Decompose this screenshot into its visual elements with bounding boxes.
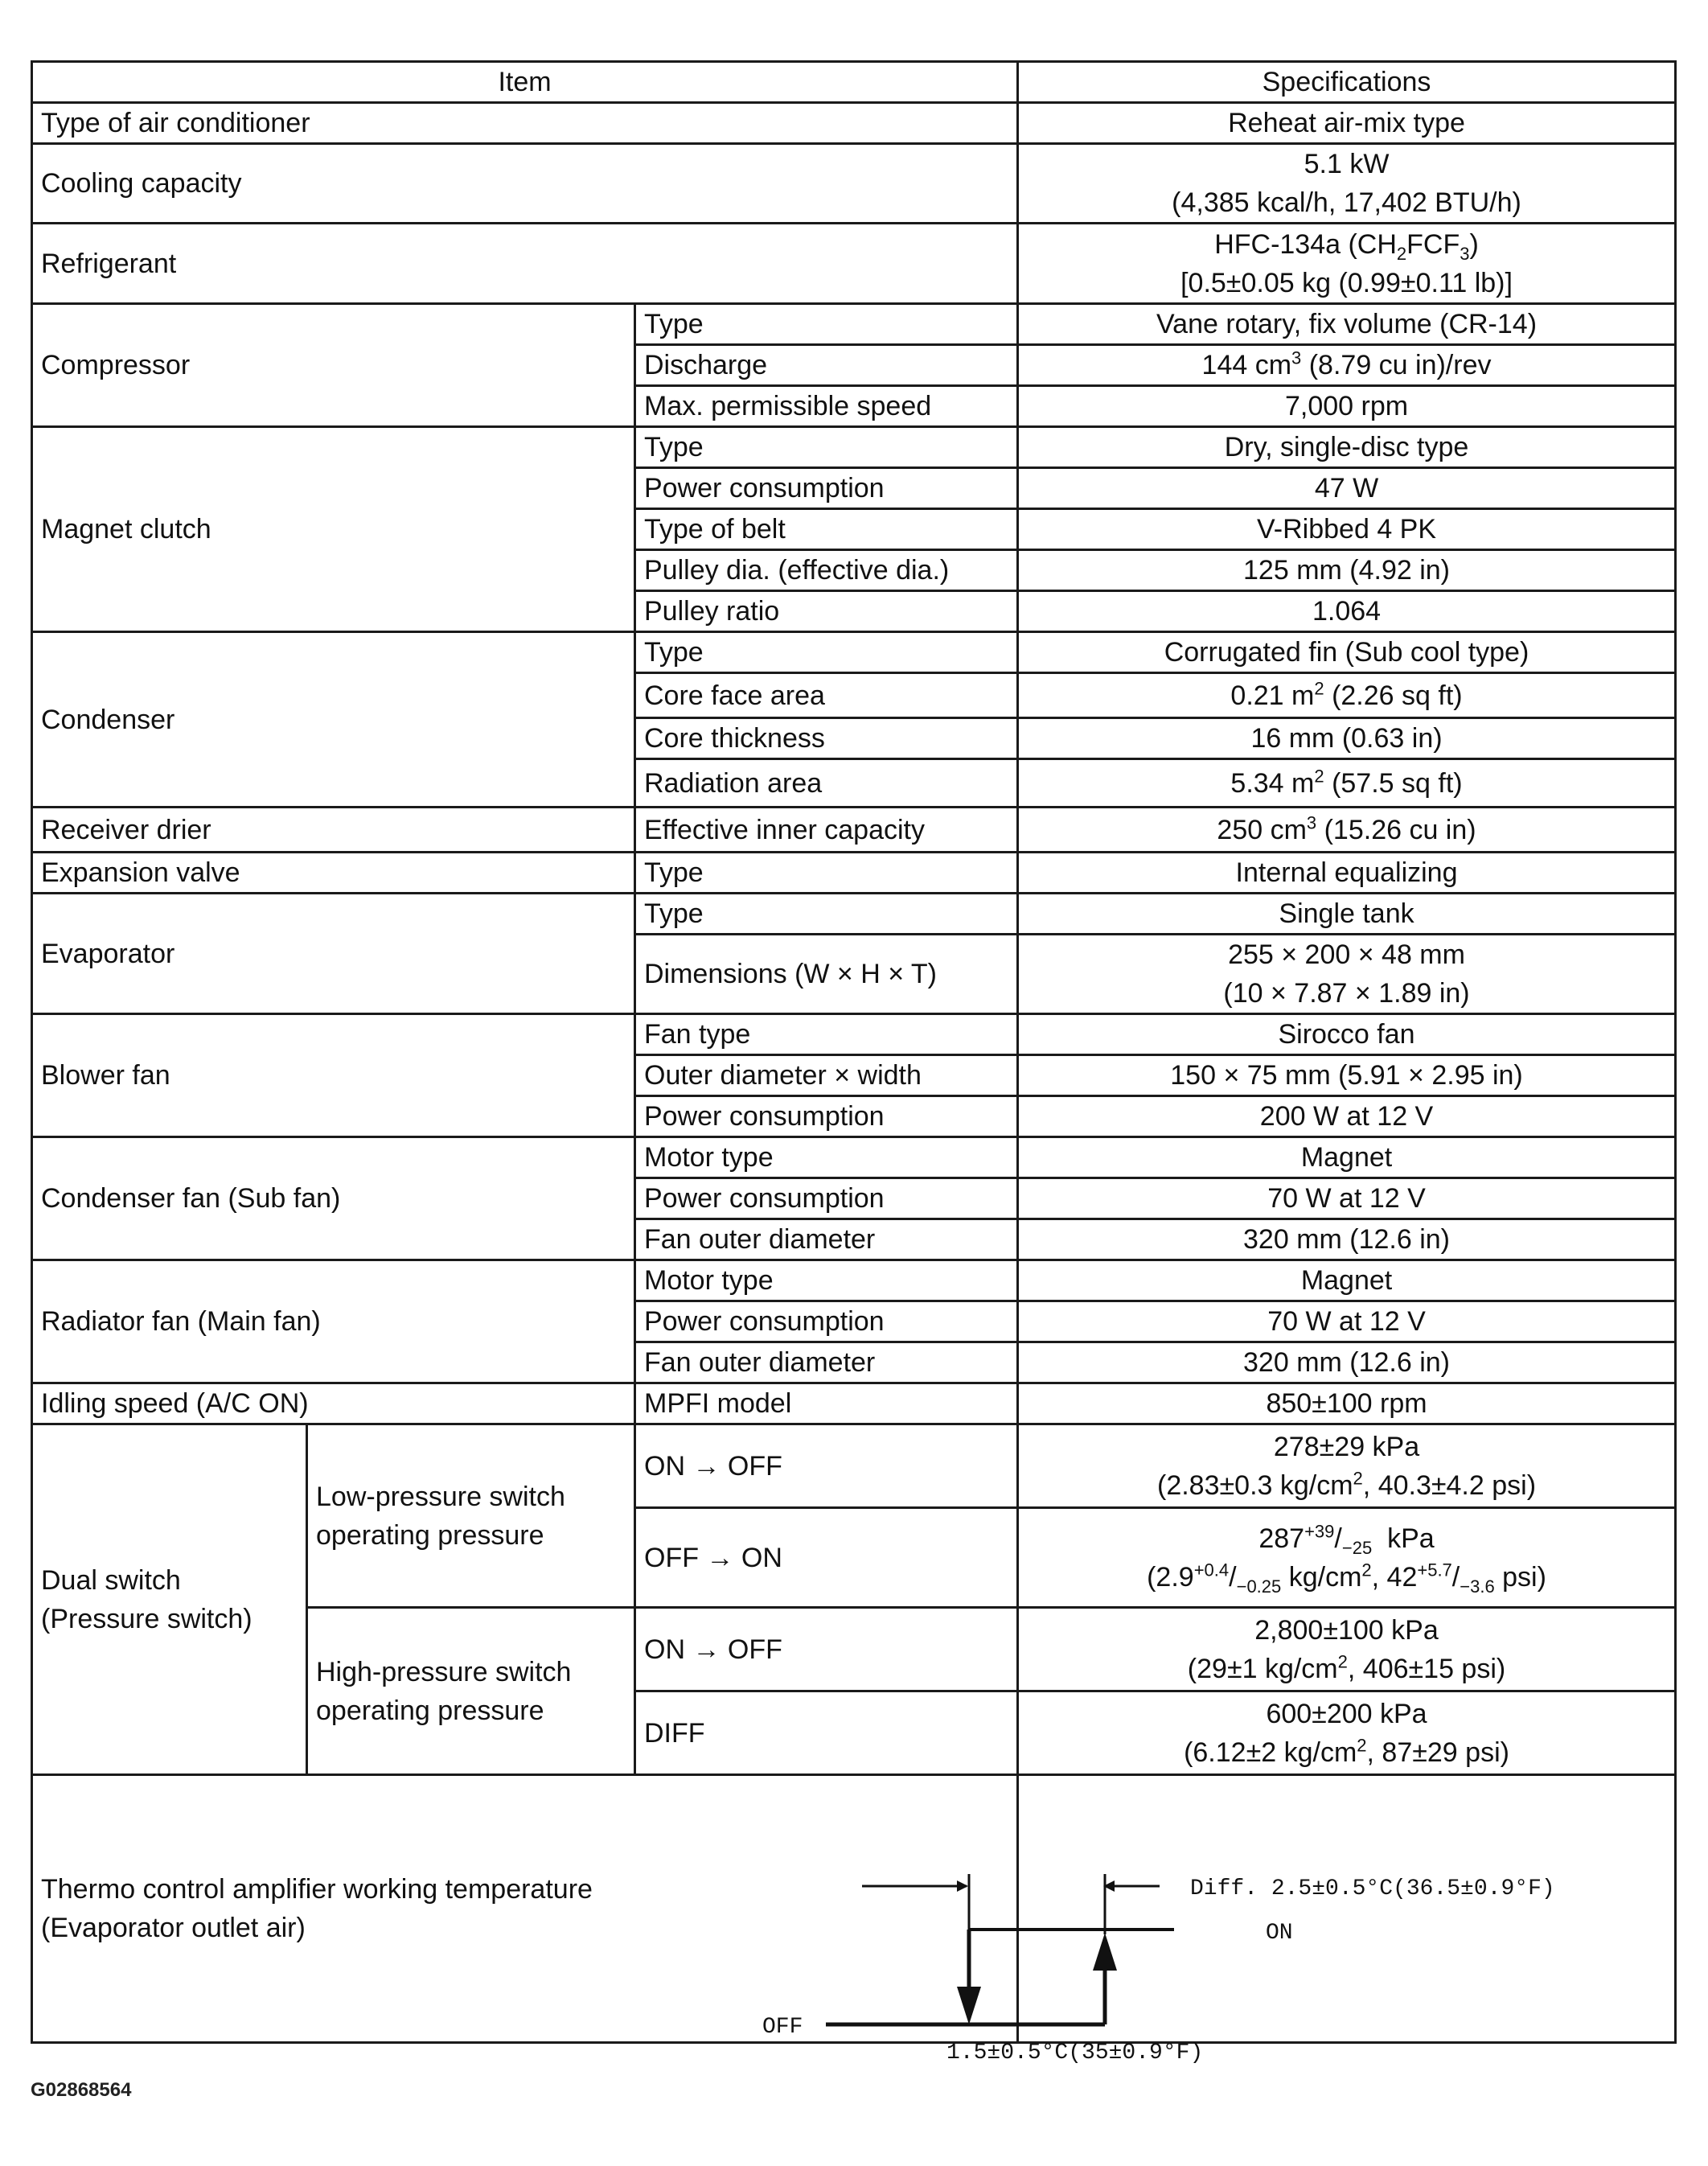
row-spec-value: 125 mm (4.92 in) — [1018, 550, 1676, 591]
text-part: (2.9 — [1147, 1561, 1194, 1593]
spec-line — [1027, 1558, 1666, 1597]
row-spec-value: 200 W at 12 V — [1018, 1096, 1676, 1137]
row-spec-value: Vane rotary, fix volume (CR-14) — [1018, 304, 1676, 345]
item-line: operating pressure — [316, 1695, 544, 1726]
text-part: , 87±29 psi) — [1366, 1736, 1509, 1768]
sub-item-label: Type — [635, 853, 1018, 894]
row-spec-value — [1018, 935, 1676, 1014]
text-part: ) — [1469, 228, 1479, 260]
text-part: (6.12±2 kg/cm — [1184, 1736, 1357, 1768]
thermo-hysteresis-diagram — [637, 1798, 1673, 2063]
row-item-label: Condenser — [32, 632, 635, 808]
sub-item-label: MPFI model — [635, 1383, 1018, 1424]
item-line: Low-pressure switch — [316, 1481, 565, 1512]
text-part: (8.79 cu in)/rev — [1301, 350, 1492, 380]
sub-group-label — [307, 1424, 635, 1608]
row-spec-value: Magnet — [1018, 1260, 1676, 1301]
text-part: / — [1334, 1523, 1342, 1554]
row-item-label: Refrigerant — [32, 224, 1018, 304]
superscript: 2 — [1337, 1651, 1348, 1672]
spec-line: 278±29 kPa — [1273, 1431, 1420, 1462]
header-specifications: Specifications — [1018, 62, 1676, 103]
superscript: 2 — [1314, 678, 1324, 699]
spec-line — [1027, 1650, 1666, 1688]
sub-item-label: Discharge — [635, 345, 1018, 386]
sub-item-label: Type — [635, 894, 1018, 935]
subscript: −0.25 — [1236, 1576, 1282, 1597]
sub-item-label: OFF → ON — [635, 1508, 1018, 1608]
item-line: High-pressure switch — [316, 1656, 572, 1687]
item-line: operating pressure — [316, 1519, 544, 1551]
row-item-label: Condenser fan (Sub fan) — [32, 1137, 635, 1260]
table-row — [32, 427, 1676, 468]
spec-line — [1027, 1733, 1666, 1772]
table-row — [32, 1383, 1676, 1424]
row-spec-value: 70 W at 12 V — [1018, 1301, 1676, 1342]
row-spec-value: 70 W at 12 V — [1018, 1178, 1676, 1219]
row-item-label: Receiver drier — [32, 808, 635, 853]
sub-item-label: Power consumption — [635, 1096, 1018, 1137]
row-spec-value: 850±100 rpm — [1018, 1383, 1676, 1424]
row-item-label: Expansion valve — [32, 853, 635, 894]
table-row — [32, 103, 1676, 144]
table-row — [32, 1137, 1676, 1178]
text-part: 287 — [1258, 1523, 1305, 1554]
sub-item-label: ON → OFF — [635, 1608, 1018, 1691]
table-row — [32, 1424, 1676, 1508]
row-spec-value: Internal equalizing — [1018, 853, 1676, 894]
sub-item-label: Pulley ratio — [635, 591, 1018, 632]
row-spec-value — [1018, 224, 1676, 304]
superscript: 2 — [1314, 766, 1324, 787]
row-item-label: Cooling capacity — [32, 144, 1018, 224]
superscript: 3 — [1306, 812, 1317, 833]
sub-item-label: Power consumption — [635, 468, 1018, 509]
text-part: 144 cm — [1201, 350, 1292, 380]
sub-item-label: Core face area — [635, 673, 1018, 718]
sub-item-label: Power consumption — [635, 1178, 1018, 1219]
row-spec-value — [1018, 345, 1676, 386]
text-part: , 40.3±4.2 psi) — [1362, 1469, 1537, 1501]
row-item-label — [32, 1424, 307, 1775]
text-part: , 406±15 psi) — [1347, 1653, 1506, 1684]
row-spec-value: Corrugated fin (Sub cool type) — [1018, 632, 1676, 673]
row-item-label: Compressor — [32, 304, 635, 427]
superscript: +39 — [1304, 1521, 1335, 1542]
temperature-label: 1.5±0.5°C(35±0.9°F) — [946, 2041, 1204, 2063]
sub-item-label: Type of belt — [635, 509, 1018, 550]
table-row — [32, 808, 1676, 853]
row-item-label: Idling speed (A/C ON) — [32, 1383, 635, 1424]
row-spec-value — [1018, 1608, 1676, 1691]
text-part: / — [1451, 1561, 1460, 1593]
sub-item-label: Power consumption — [635, 1301, 1018, 1342]
table-row — [32, 1260, 1676, 1301]
spec-line: 2,800±100 kPa — [1254, 1614, 1439, 1646]
row-spec-value: 1.064 — [1018, 591, 1676, 632]
text-part: 250 cm — [1217, 814, 1307, 845]
sub-item-label: Radiation area — [635, 759, 1018, 808]
row-spec-value — [1018, 808, 1676, 853]
sub-item-label: Type — [635, 632, 1018, 673]
superscript: +0.4 — [1193, 1560, 1230, 1580]
sub-item-label: Effective inner capacity — [635, 808, 1018, 853]
spec-line: 5.1 kW — [1304, 149, 1390, 179]
row-spec-value — [1018, 1424, 1676, 1508]
text-part: kg/cm — [1281, 1561, 1362, 1593]
row-spec-value — [1018, 1508, 1676, 1608]
table-row — [32, 224, 1676, 304]
row-spec-value: 16 mm (0.63 in) — [1018, 718, 1676, 759]
row-item-label: Evaporator — [32, 894, 635, 1014]
text-part: FCF — [1406, 228, 1460, 260]
row-spec-value — [1018, 144, 1676, 224]
row-spec-value: 320 mm (12.6 in) — [1018, 1219, 1676, 1260]
row-spec-value: 47 W — [1018, 468, 1676, 509]
row-spec-value: 150 × 75 mm (5.91 × 2.95 in) — [1018, 1055, 1676, 1096]
diff-label: Diff. 2.5±0.5°C(36.5±0.9°F) — [1190, 1876, 1555, 1901]
spec-line: (10 × 7.87 × 1.89 in) — [1223, 978, 1470, 1009]
sub-item-label: Fan outer diameter — [635, 1342, 1018, 1383]
superscript: 2 — [1361, 1560, 1372, 1580]
text-part: , 42 — [1371, 1561, 1418, 1593]
table-row — [32, 853, 1676, 894]
row-spec-value: V-Ribbed 4 PK — [1018, 509, 1676, 550]
item-line: Thermo control amplifier working temperature — [41, 1874, 593, 1905]
spec-line: 600±200 kPa — [1266, 1698, 1427, 1729]
specifications-table — [31, 60, 1677, 2044]
row-spec-value: Magnet — [1018, 1137, 1676, 1178]
sub-item-label: Motor type — [635, 1137, 1018, 1178]
on-label: ON — [1266, 1921, 1293, 1946]
text-part: HFC-134a (CH — [1214, 228, 1397, 260]
text-part: (2.83±0.3 kg/cm — [1157, 1469, 1353, 1501]
table-row — [32, 1014, 1676, 1055]
text-part: kPa — [1372, 1523, 1435, 1554]
row-item-label: Magnet clutch — [32, 427, 635, 632]
row-item-label: Radiator fan (Main fan) — [32, 1260, 635, 1383]
item-line: Dual switch — [41, 1564, 181, 1596]
off-label: OFF — [762, 2015, 803, 2040]
table-row — [32, 144, 1676, 224]
superscript: 3 — [1291, 347, 1302, 368]
text-part: / — [1229, 1561, 1237, 1593]
spec-line — [1027, 225, 1666, 264]
row-spec-value: 320 mm (12.6 in) — [1018, 1342, 1676, 1383]
sub-item-label: Outer diameter × width — [635, 1055, 1018, 1096]
figure-code: G02868564 — [31, 2079, 132, 2101]
row-spec-value — [1018, 673, 1676, 718]
sub-item-label: Fan type — [635, 1014, 1018, 1055]
row-spec-value: Reheat air-mix type — [1018, 103, 1676, 144]
row-item-label: Blower fan — [32, 1014, 635, 1137]
sub-item-label: Fan outer diameter — [635, 1219, 1018, 1260]
sub-item-label: Core thickness — [635, 718, 1018, 759]
row-spec-value: Single tank — [1018, 894, 1676, 935]
subscript: 3 — [1460, 243, 1470, 264]
sub-item-label: Pulley dia. (effective dia.) — [635, 550, 1018, 591]
row-spec-value: Dry, single-disc type — [1018, 427, 1676, 468]
text-part: (29±1 kg/cm — [1187, 1653, 1338, 1684]
spec-line: 255 × 200 × 48 mm — [1228, 939, 1465, 970]
text-part: (15.26 cu in) — [1316, 814, 1476, 845]
text-part: 0.21 m — [1230, 680, 1315, 711]
subscript: 2 — [1396, 243, 1407, 264]
table-header-row — [32, 62, 1676, 103]
spec-line — [1027, 1519, 1666, 1558]
down-arrowhead — [957, 1987, 981, 2024]
up-arrowhead — [1093, 1933, 1117, 1971]
spec-line — [1027, 1466, 1666, 1505]
sub-item-label: Type — [635, 427, 1018, 468]
spec-line: (4,385 kcal/h, 17,402 BTU/h) — [1172, 187, 1521, 218]
table-row — [32, 894, 1676, 935]
row-spec-value: Sirocco fan — [1018, 1014, 1676, 1055]
row-item-label: Type of air conditioner — [32, 103, 1018, 144]
superscript: 2 — [1357, 1735, 1367, 1756]
sub-item-label: Motor type — [635, 1260, 1018, 1301]
sub-item-label: ON → OFF — [635, 1424, 1018, 1508]
sub-item-label: Type — [635, 304, 1018, 345]
text-part: psi) — [1494, 1561, 1546, 1593]
item-line: (Evaporator outlet air) — [41, 1913, 306, 1943]
sub-group-label — [307, 1608, 635, 1775]
row-spec-value — [1018, 759, 1676, 808]
superscript: 2 — [1353, 1468, 1363, 1489]
row-spec-value — [1018, 1691, 1676, 1775]
row-spec-value: 7,000 rpm — [1018, 386, 1676, 427]
text-part: 5.34 m — [1230, 767, 1315, 799]
text-part: (57.5 sq ft) — [1324, 767, 1463, 799]
table-row — [32, 632, 1676, 673]
sub-item-label: Max. permissible speed — [635, 386, 1018, 427]
sub-item-label: Dimensions (W × H × T) — [635, 935, 1018, 1014]
table-row — [32, 304, 1676, 345]
subscript: −25 — [1341, 1537, 1373, 1558]
subscript: −3.6 — [1460, 1576, 1495, 1597]
spec-line: [0.5±0.05 kg (0.99±0.11 lb)] — [1180, 267, 1513, 298]
item-line: (Pressure switch) — [41, 1603, 253, 1634]
header-item: Item — [32, 62, 1018, 103]
text-part: (2.26 sq ft) — [1324, 680, 1463, 711]
superscript: +5.7 — [1417, 1560, 1452, 1580]
sub-item-label: DIFF — [635, 1691, 1018, 1775]
